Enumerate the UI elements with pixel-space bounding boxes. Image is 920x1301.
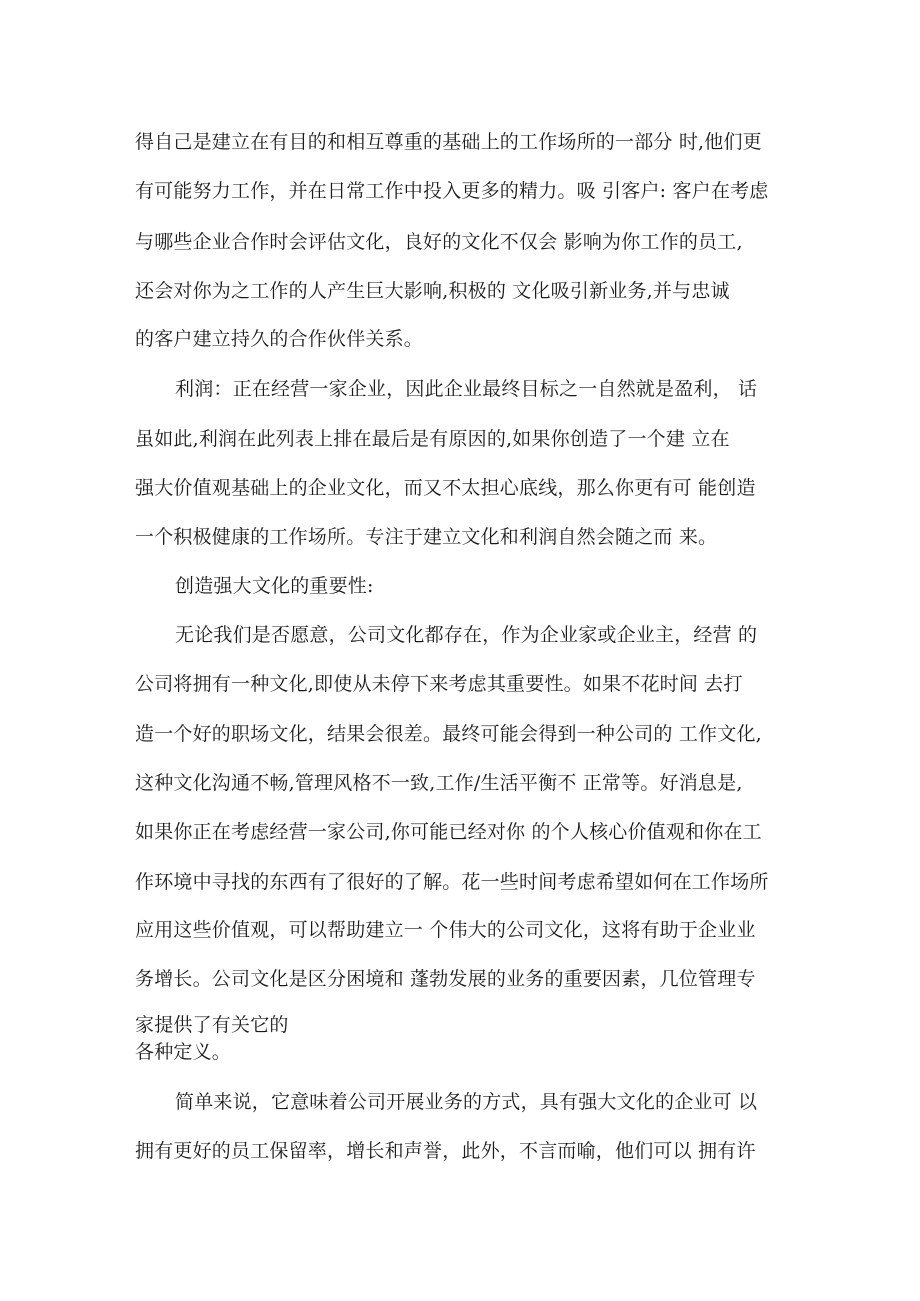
- text-line: 造一个好的职场文化，结果会很差。最终可能会得到一种公司的 工作文化,: [135, 723, 762, 745]
- text-line: 应用这些价值观，可以帮助建立一 个伟大的公司文化，这将有助于企业业: [135, 919, 756, 941]
- text-line: 无论我们是否愿意，公司文化都存在，作为企业家或企业主，经营 的: [175, 624, 758, 646]
- section-heading: 创造强大文化的重要性:: [175, 575, 374, 597]
- text-line: 得自己是建立在有目的和相互尊重的基础上的工作场所的一部分 时,他们更: [135, 131, 762, 153]
- text-line: 这种文化沟通不畅,管理风格不一致,工作/生活平衡不 正常等。好消息是,: [135, 772, 743, 794]
- text-line: 简单来说，它意味着公司开展业务的方式，具有强大文化的企业可 以: [175, 1091, 758, 1113]
- text-line: 公司将拥有一种文化,即使从未停下来考虑其重要性。如果不花时间 去打: [135, 673, 743, 695]
- text-line: 利润：正在经营一家企业，因此企业最终目标之一自然就是盈利， 话: [175, 378, 758, 400]
- text-line: 一个积极健康的工作场所。专注于建立文化和利润自然会随之而 来。: [135, 526, 718, 548]
- text-line: 如果你正在考虑经营一家公司,你可能已经对你 的个人核心价值观和你在工: [135, 821, 762, 843]
- text-line: 各种定义。: [135, 1041, 232, 1063]
- text-line: 作环境中寻找的东西有了很好的了解。花一些时间考虑希望如何在工作场所: [135, 871, 769, 893]
- text-line: 务增长。公司文化是区分困境和 蓬勃发展的业务的重要因素，几位管理专: [135, 968, 756, 990]
- text-line: 拥有更好的员工保留率，增长和声誉，此外，不言而喻，他们可以 拥有许: [135, 1140, 756, 1162]
- text-line: 家提供了有关它的: [135, 1014, 289, 1036]
- text-line: 的客户建立持久的合作伙伴关系。: [135, 328, 424, 350]
- text-line: 虽如此,利润在此列表上排在最后是有原因的,如果你创造了一个建 立在: [135, 428, 730, 450]
- text-line: 强大价值观基础上的企业文化，而又不太担心底线，那么你更有可 能创造: [135, 477, 756, 499]
- text-line: 还会对你为之工作的人产生巨大影响,积极的 文化吸引新业务,并与忠诚: [135, 280, 730, 302]
- text-line: 与哪些企业合作时会评估文化，良好的文化不仅会 影响为你工作的员工,: [135, 231, 743, 253]
- text-line: 有可能努力工作，并在日常工作中投入更多的精力。吸 引客户: 客户在考虑: [135, 180, 769, 202]
